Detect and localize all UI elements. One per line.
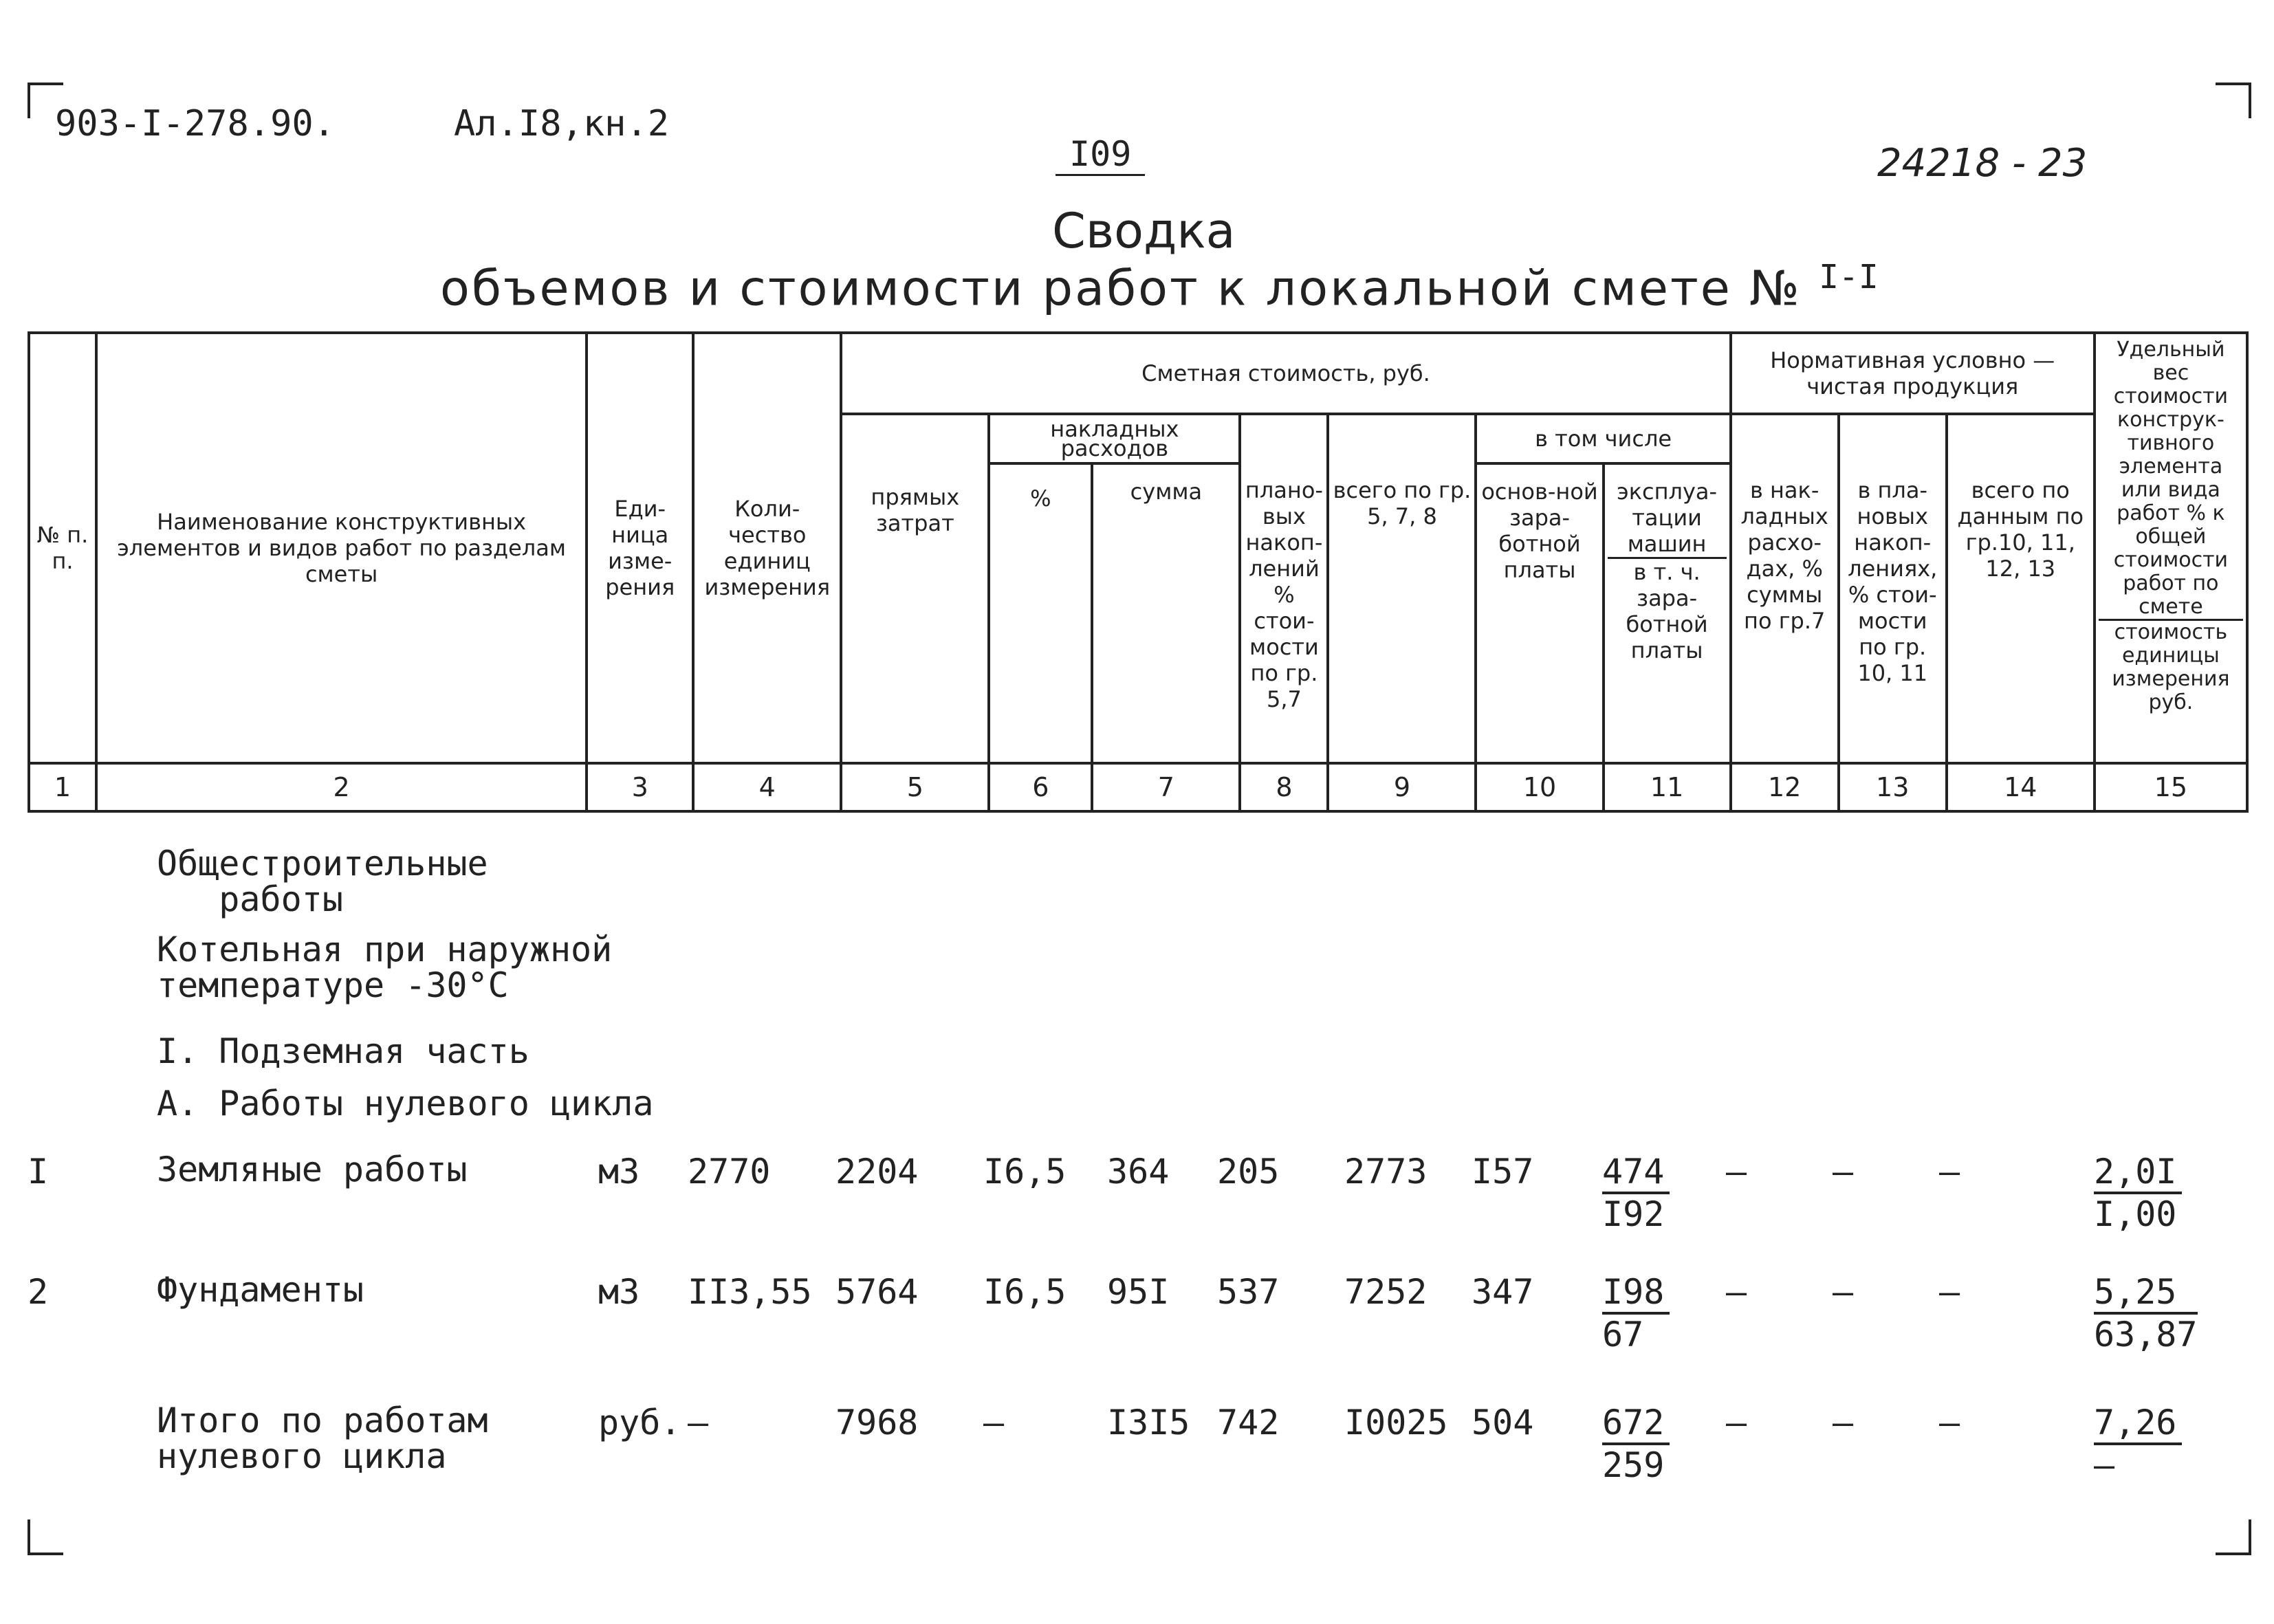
col-header-direct: прямых затрат bbox=[841, 414, 989, 763]
col-header-norm-planned: в пла-новых накоп-лениях, % стои-мости по гр. 10, 11 bbox=[1839, 414, 1947, 763]
col-number-11: 11 bbox=[1604, 763, 1731, 811]
cell-share: 7,26 bbox=[2094, 1403, 2182, 1445]
group-header-cost: Сметная стоимость, руб. bbox=[841, 333, 1730, 414]
cell-n: I bbox=[28, 1152, 49, 1192]
col-number-3: 3 bbox=[587, 763, 693, 811]
col-header-machines bbox=[1604, 463, 1731, 763]
group-header-incl: в том числе bbox=[1476, 414, 1730, 463]
cell-mach-fraction bbox=[1602, 1403, 1670, 1485]
group-header-norm: Нормативная условно — чистая продукция bbox=[1731, 333, 2095, 414]
cell-n: 2 bbox=[28, 1272, 49, 1312]
cell-total: 2773 bbox=[1344, 1152, 1428, 1192]
cell-unit-cost: I,00 bbox=[2094, 1194, 2177, 1234]
cell-planned: 205 bbox=[1217, 1152, 1280, 1192]
col-header-qty: Коли-чество единиц измерения bbox=[693, 333, 841, 763]
cell-total: 7252 bbox=[1344, 1272, 1428, 1312]
cell-direct: 7968 bbox=[835, 1403, 919, 1442]
cell-ovh-pct: I6,5 bbox=[983, 1152, 1067, 1192]
page-number: I09 bbox=[1056, 134, 1145, 176]
corner-mark-top-right bbox=[2216, 83, 2251, 118]
cell-c12: – bbox=[1726, 1152, 1747, 1192]
section-part: I. Подземная часть bbox=[157, 1031, 529, 1071]
col-header-ovh-sum: сумма bbox=[1092, 463, 1240, 763]
col-header-machines-top: эксплуа-тации машин bbox=[1608, 479, 1727, 559]
col-header-num: № п. п. bbox=[29, 333, 96, 763]
cell-share-fraction bbox=[2094, 1272, 2198, 1354]
col-header-total: всего по гр. 5, 7, 8 bbox=[1328, 414, 1476, 763]
col-header-name: Наименование конструктивных элементов и видов работ по разделам сметы bbox=[96, 333, 587, 763]
cell-unit-cost: – bbox=[2094, 1445, 2115, 1485]
cell-wage: 347 bbox=[1472, 1272, 1534, 1312]
cell-share-fraction bbox=[2094, 1403, 2182, 1485]
corner-mark-bottom-left bbox=[28, 1519, 63, 1555]
doc-code: 903-I-278.90. bbox=[55, 103, 335, 144]
col-number-7: 7 bbox=[1092, 763, 1240, 811]
cell-share: 2,0I bbox=[2094, 1152, 2182, 1194]
col-header-norm-overhead: в нак-ладных расхо-дах, % суммы по гр.7 bbox=[1731, 414, 1839, 763]
col-number-10: 10 bbox=[1476, 763, 1603, 811]
corner-mark-bottom-right bbox=[2216, 1519, 2251, 1555]
cell-qty: 2770 bbox=[688, 1152, 771, 1192]
cell-mach-fraction bbox=[1602, 1152, 1670, 1234]
section-cycle: А. Работы нулевого цикла bbox=[157, 1084, 654, 1123]
cell-ovh-sum: 364 bbox=[1107, 1152, 1170, 1192]
cell-c14: – bbox=[1939, 1403, 1960, 1442]
cell-planned: 742 bbox=[1217, 1403, 1280, 1442]
album-ref: Ал.I8,кн.2 bbox=[454, 103, 670, 144]
cell-ovh-sum: I3I5 bbox=[1107, 1403, 1190, 1442]
cell-wage: I57 bbox=[1472, 1152, 1534, 1192]
col-number-5: 5 bbox=[841, 763, 989, 811]
col-number-4: 4 bbox=[693, 763, 841, 811]
col-number-8: 8 bbox=[1240, 763, 1328, 811]
cell-qty: – bbox=[688, 1403, 709, 1442]
col-number-15: 15 bbox=[2095, 763, 2247, 811]
cell-c14: – bbox=[1939, 1152, 1960, 1192]
cell-c13: – bbox=[1833, 1403, 1854, 1442]
cell-qty: II3,55 bbox=[688, 1272, 812, 1312]
cell-unit: руб. bbox=[598, 1403, 681, 1442]
section-object: Котельная при наружной температуре -30°C bbox=[157, 930, 613, 1005]
col-number-13: 13 bbox=[1839, 763, 1947, 811]
cell-mach-wage: 259 bbox=[1602, 1445, 1665, 1485]
subtitle-text: объемов и стоимости работ к локальной смете № bbox=[440, 260, 1802, 317]
cell-mach-wage: I92 bbox=[1602, 1194, 1665, 1234]
cell-direct: 5764 bbox=[835, 1272, 919, 1312]
cell-ovh-pct: I6,5 bbox=[983, 1272, 1067, 1312]
cell-name: Итого по работам нулевого цикла bbox=[157, 1401, 488, 1476]
col-number-6: 6 bbox=[989, 763, 1092, 811]
cell-unit: м3 bbox=[598, 1272, 640, 1312]
cell-planned: 537 bbox=[1217, 1272, 1280, 1312]
cell-mach: 672 bbox=[1602, 1403, 1670, 1445]
col-header-planned: плано-вых накоп-лений % стои-мости по гр. 5,7 bbox=[1240, 414, 1328, 763]
col-number-14: 14 bbox=[1947, 763, 2095, 811]
cell-c12: – bbox=[1726, 1403, 1747, 1442]
col-header-norm-total: всего по данным по гр.10, 11, 12, 13 bbox=[1947, 414, 2095, 763]
col-number-2: 2 bbox=[96, 763, 587, 811]
summary-table-header bbox=[28, 331, 2249, 813]
col-header-share bbox=[2095, 333, 2247, 763]
cell-c12: – bbox=[1726, 1272, 1747, 1312]
cell-mach-wage: 67 bbox=[1602, 1315, 1644, 1354]
cell-wage: 504 bbox=[1472, 1403, 1534, 1442]
cell-name: Земляные работы bbox=[157, 1150, 468, 1189]
col-number-1: 1 bbox=[29, 763, 96, 811]
cell-mach-fraction bbox=[1602, 1272, 1670, 1354]
smeta-number: I-I bbox=[1819, 258, 1879, 296]
cell-unit-cost: 63,87 bbox=[2094, 1315, 2198, 1354]
col-header-machines-bottom: в т. ч. зара-ботной платы bbox=[1626, 559, 1708, 663]
cell-total: I0025 bbox=[1344, 1403, 1448, 1442]
stamp-number: 24218 - 23 bbox=[1877, 141, 2088, 186]
cell-ovh-pct: – bbox=[983, 1403, 1005, 1442]
col-number-9: 9 bbox=[1328, 763, 1476, 811]
cell-c13: – bbox=[1833, 1152, 1854, 1192]
col-header-share-bottom: стоимость единицы измерения руб. bbox=[2112, 620, 2230, 714]
cell-mach: I98 bbox=[1602, 1272, 1670, 1315]
cell-mach: 474 bbox=[1602, 1152, 1670, 1194]
page-title: Сводка bbox=[1052, 203, 1236, 259]
cell-ovh-sum: 95I bbox=[1107, 1272, 1170, 1312]
cell-share: 5,25 bbox=[2094, 1272, 2198, 1315]
col-header-unit: Еди-ница изме-рения bbox=[587, 333, 693, 763]
cell-c14: – bbox=[1939, 1272, 1960, 1312]
section-general: Общестроительные работы bbox=[157, 844, 488, 919]
cell-name: Фундаменты bbox=[157, 1270, 364, 1310]
group-header-overhead: накладных расходов bbox=[989, 414, 1240, 463]
col-header-share-top: Удельный вес стоимости конструк-тивного элемента или вида работ % к общей стоимости работ по смете bbox=[2099, 338, 2243, 621]
col-number-12: 12 bbox=[1731, 763, 1839, 811]
cell-unit: м3 bbox=[598, 1152, 640, 1192]
cell-direct: 2204 bbox=[835, 1152, 919, 1192]
col-header-ovh-pct: % bbox=[989, 463, 1092, 763]
col-header-wage: основ-ной зара-ботной платы bbox=[1476, 463, 1603, 763]
cell-c13: – bbox=[1833, 1272, 1854, 1312]
page-subtitle bbox=[440, 258, 1879, 316]
cell-share-fraction bbox=[2094, 1152, 2182, 1234]
